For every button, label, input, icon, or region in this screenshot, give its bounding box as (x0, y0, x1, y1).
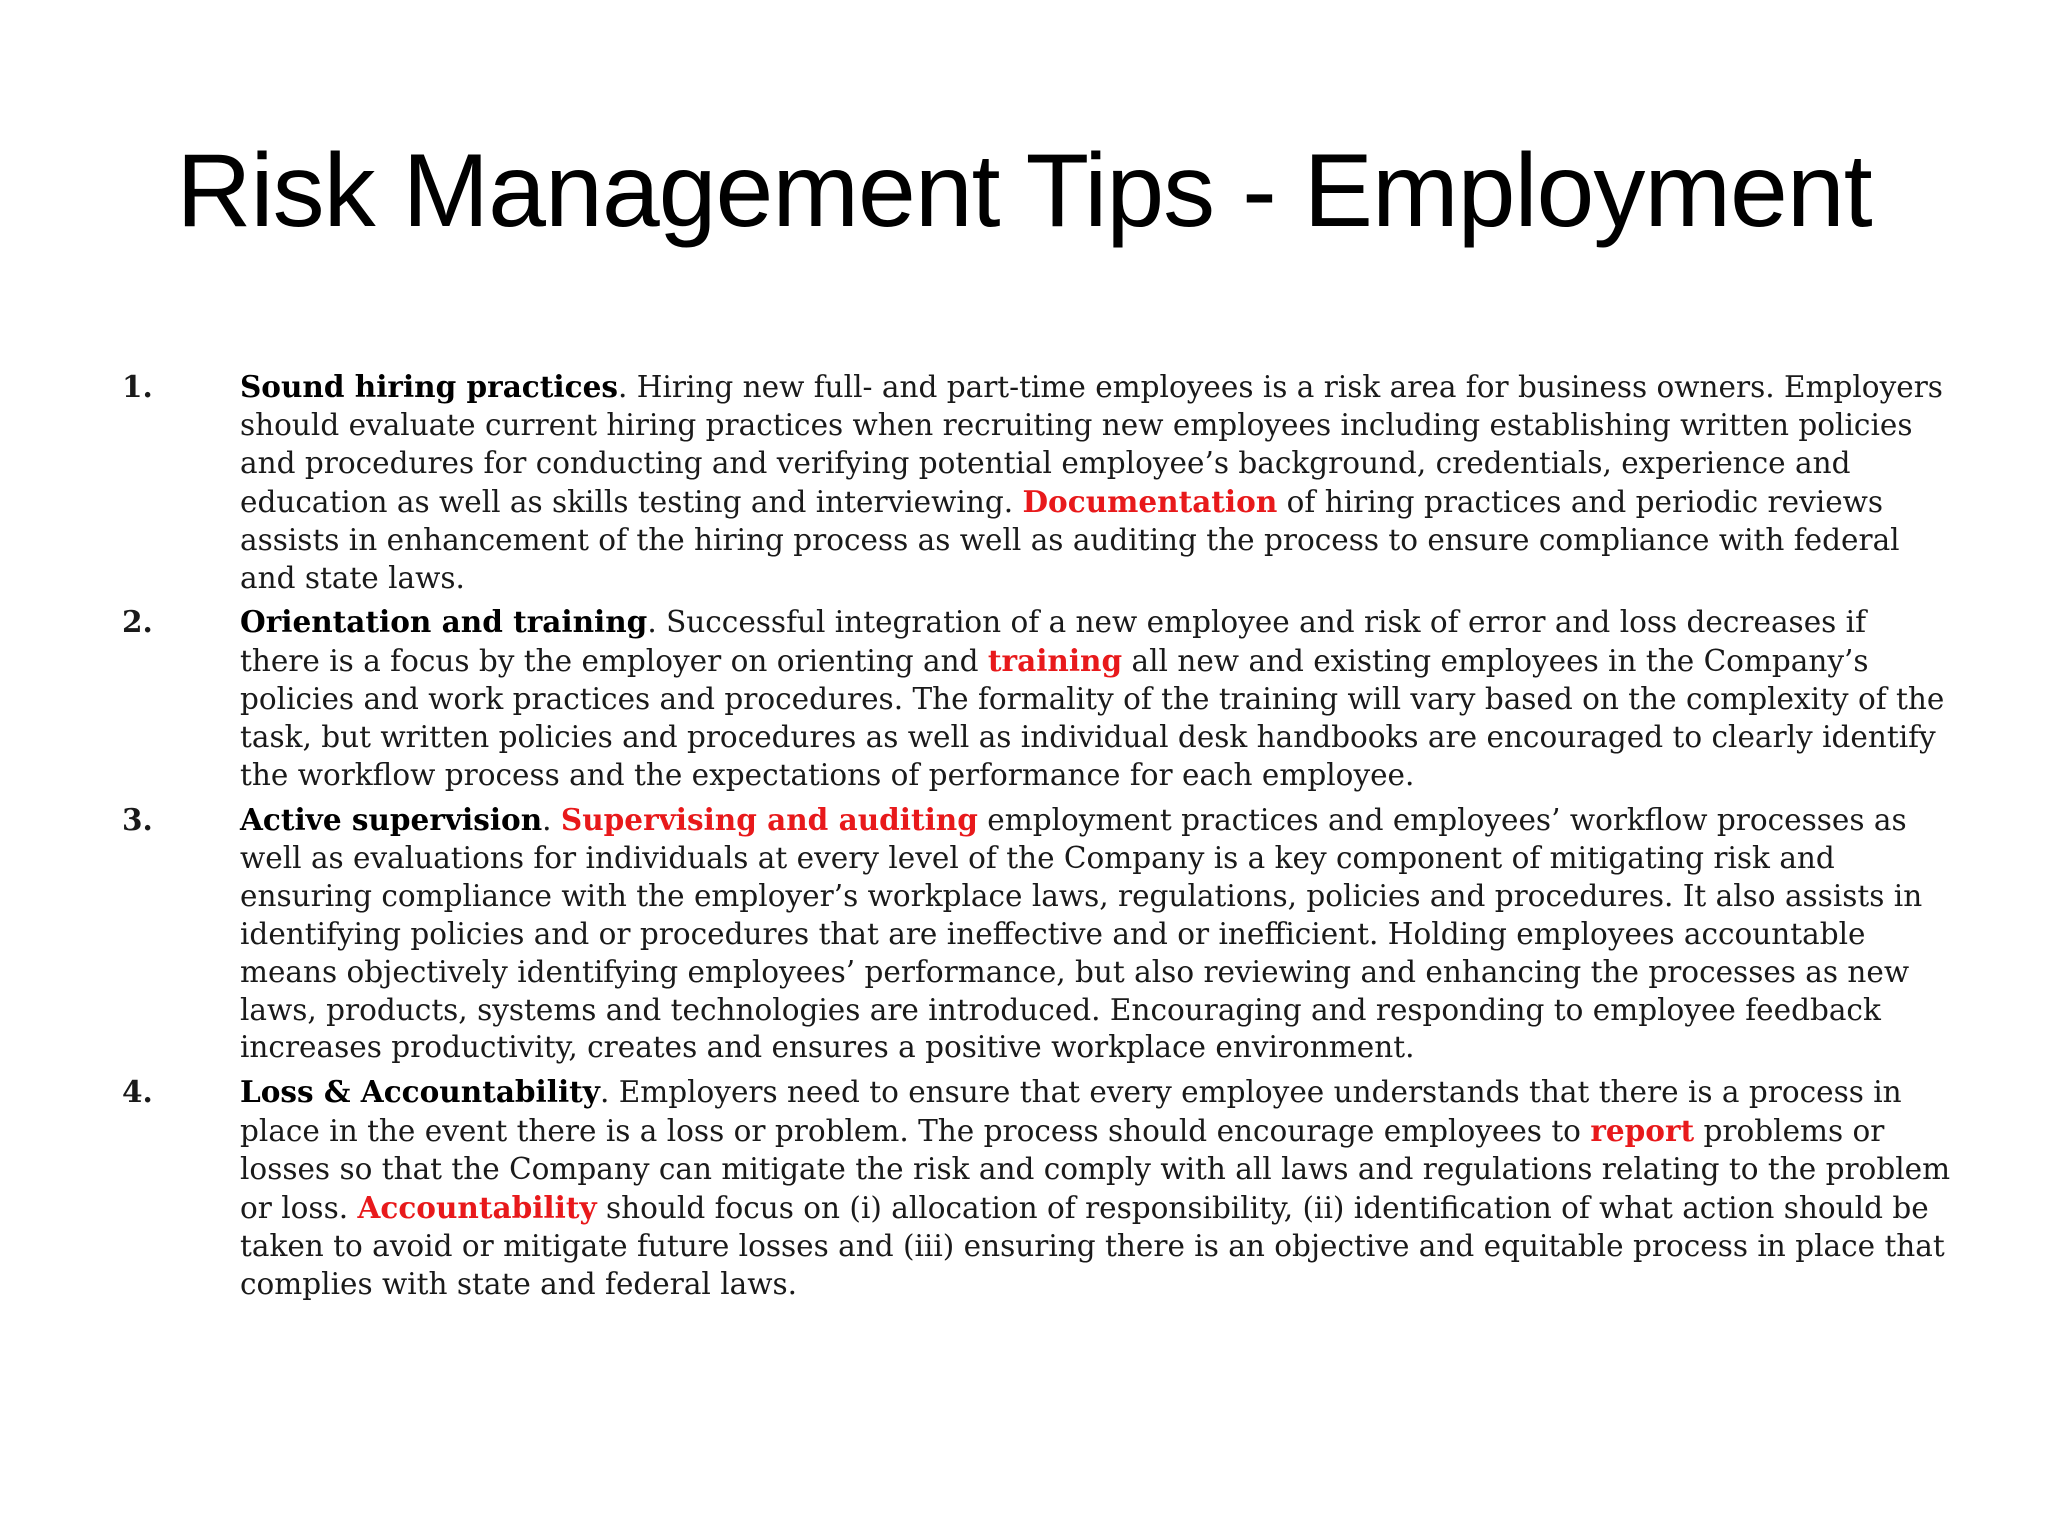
tip-text: . (542, 802, 561, 837)
slide-title: Risk Management Tips - Employment (176, 133, 1872, 249)
tip-item-loss-accountability (122, 1073, 1952, 1303)
tip-text: . Employers need to ensure that every employee understands that there is a process in place in the event there is a loss or problem. The process should encourage employees to (240, 1075, 1902, 1149)
tip-text: all new and existing employees in the Company’s policies and work practices and procedures. The formality of the training will vary based on the complexity of the task, but written policies and procedures as well as individual desk handbooks are encouraged to clearly identify the workflow process and the expectations of performance for each employee. (240, 644, 1945, 793)
tip-heading: Loss & Accountability (240, 1074, 600, 1110)
tip-text: . Successful integration of a new employee and risk of error and loss decreases if there is a focus by the employer on orienting and (240, 605, 1867, 679)
tip-text: should focus on (i) allocation of responsibility, (ii) identification of what action should be taken to avoid or mitigate future losses and (iii) ensuring there is an objective and equitable process in place that complies with state and federal laws. (240, 1191, 1945, 1301)
tip-heading: Orientation and training (240, 604, 648, 640)
tip-item-sound-hiring (122, 368, 1952, 597)
highlight-term: training (987, 643, 1123, 679)
highlight-term: report (1590, 1113, 1695, 1149)
tip-item-active-supervision (122, 801, 1952, 1067)
tip-number: 4. (122, 1074, 153, 1110)
tip-number: 1. (122, 369, 153, 404)
tip-text: of hiring practices and periodic reviews assists in enhancement of the hiring process as well as auditing the process to ensure compliance with federal and state laws. (240, 484, 1900, 595)
highlight-term: Documentation (1022, 483, 1278, 519)
tip-text: . Hiring new full- and part-time employees is a risk area for business owners. Employers should evaluate current hiring practices when recruiting new employees including establishing written policies and procedures for conducting and verifying potential employee’s background, credentials, experience and education as well as skills testing and interviewing. (240, 370, 1943, 519)
tip-text: problems or losses so that the Company can mitigate the risk and comply with all laws and regulations relating to the problem or loss. (240, 1114, 1951, 1226)
tip-heading: Sound hiring practices (240, 369, 618, 404)
tip-heading: Active supervision (240, 801, 543, 837)
highlight-term: Supervising and auditing (560, 801, 978, 837)
tip-number: 2. (122, 604, 153, 640)
tip-item-orientation-training (122, 603, 1952, 795)
tip-number: 3. (122, 801, 153, 837)
tip-text: employment practices and employees’ workflow processes as well as evaluations for individuals at every level of the Company is a key component of mitigating risk and ensuring compliance with the employer’s workplace laws, regulations, policies and procedures. It also assists in identifying policies and or procedures that are ineffective and or inefficient. Holding employees accountable means objectively identifying employees’ performance, but also reviewing and enhancing the processes as new laws, products, systems and technologies are introduced. Encouraging and responding to employee feedback increases productivity, creates and ensures a positive workplace environment. (240, 802, 1923, 1065)
highlight-term: Accountability (357, 1190, 597, 1226)
tips-list (122, 368, 1952, 1310)
